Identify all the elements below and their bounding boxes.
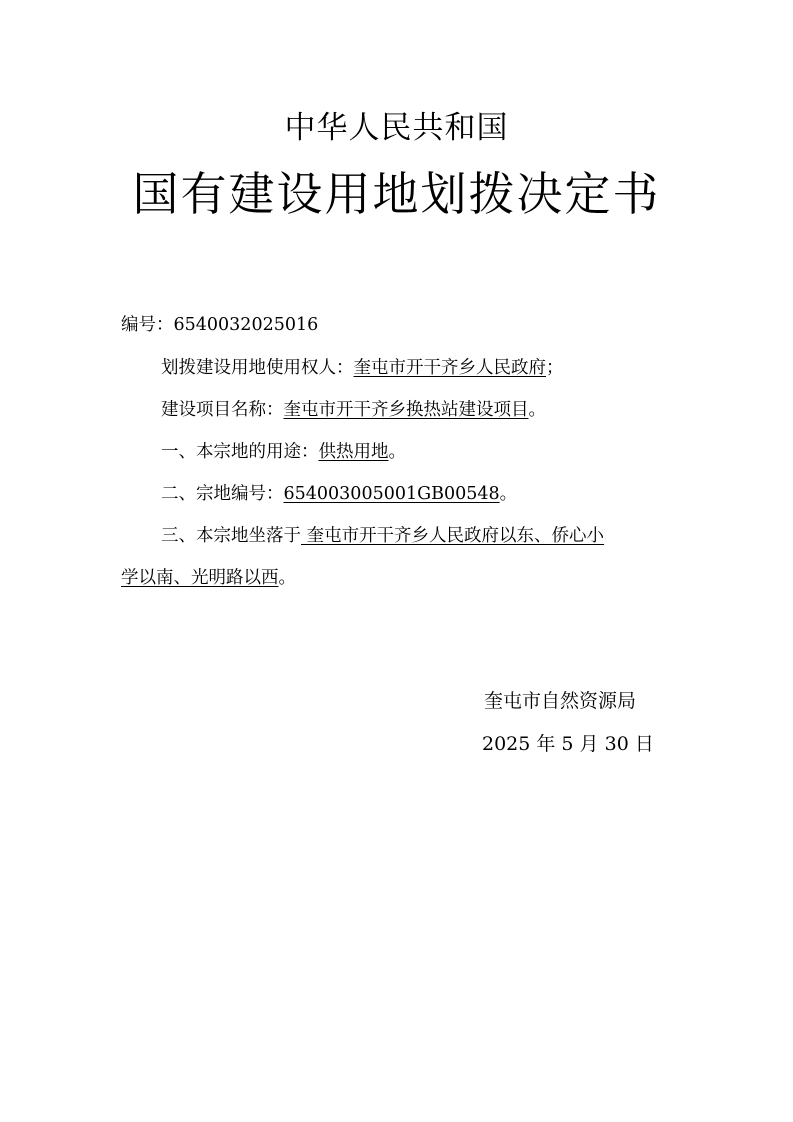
project-name-label: 建设项目名称： [161,400,284,420]
location-clause-line-2 [121,566,296,590]
land-user-label: 划拨建设用地使用权人： [161,358,354,378]
project-name-suffix: 。 [528,400,546,420]
document-title: 国有建设用地划拨决定书 [132,167,661,221]
document-number-label: 编号： [121,315,174,335]
parcel-code-label: 二、宗地编号： [161,484,284,504]
land-use-value: 供热用地 [318,442,389,462]
location-label: 三、本宗地坐落于 [161,526,301,546]
parcel-code-suffix: 。 [499,484,518,504]
parcel-code-clause [161,482,517,506]
location-value-part-1: 奎屯市开干齐乡人民政府以东、侨心小 [301,526,605,546]
location-clause-line-1 [161,524,604,548]
parcel-code-value: 654003005001GB00548 [283,484,500,504]
issuing-authority: 奎屯市自然资源局 [484,690,637,712]
land-use-label: 一、本宗地的用途： [161,442,319,462]
document-number-value: 6540032025016 [173,315,319,335]
land-user-line [161,356,564,380]
country-heading: 中华人民共和国 [284,110,509,146]
document-number-line [121,313,318,337]
project-name-line [161,398,546,422]
issue-date: 2025 年 5 月 30 日 [482,733,654,755]
land-use-suffix: 。 [388,442,406,462]
land-user-value: 奎屯市开干齐乡人民政府 [353,358,546,378]
land-use-clause [161,440,406,464]
land-user-suffix: ； [546,358,564,378]
location-suffix: 。 [278,568,296,588]
project-name-value: 奎屯市开干齐乡换热站建设项目 [283,400,529,420]
location-value-part-2: 学以南、光明路以西 [121,568,279,588]
